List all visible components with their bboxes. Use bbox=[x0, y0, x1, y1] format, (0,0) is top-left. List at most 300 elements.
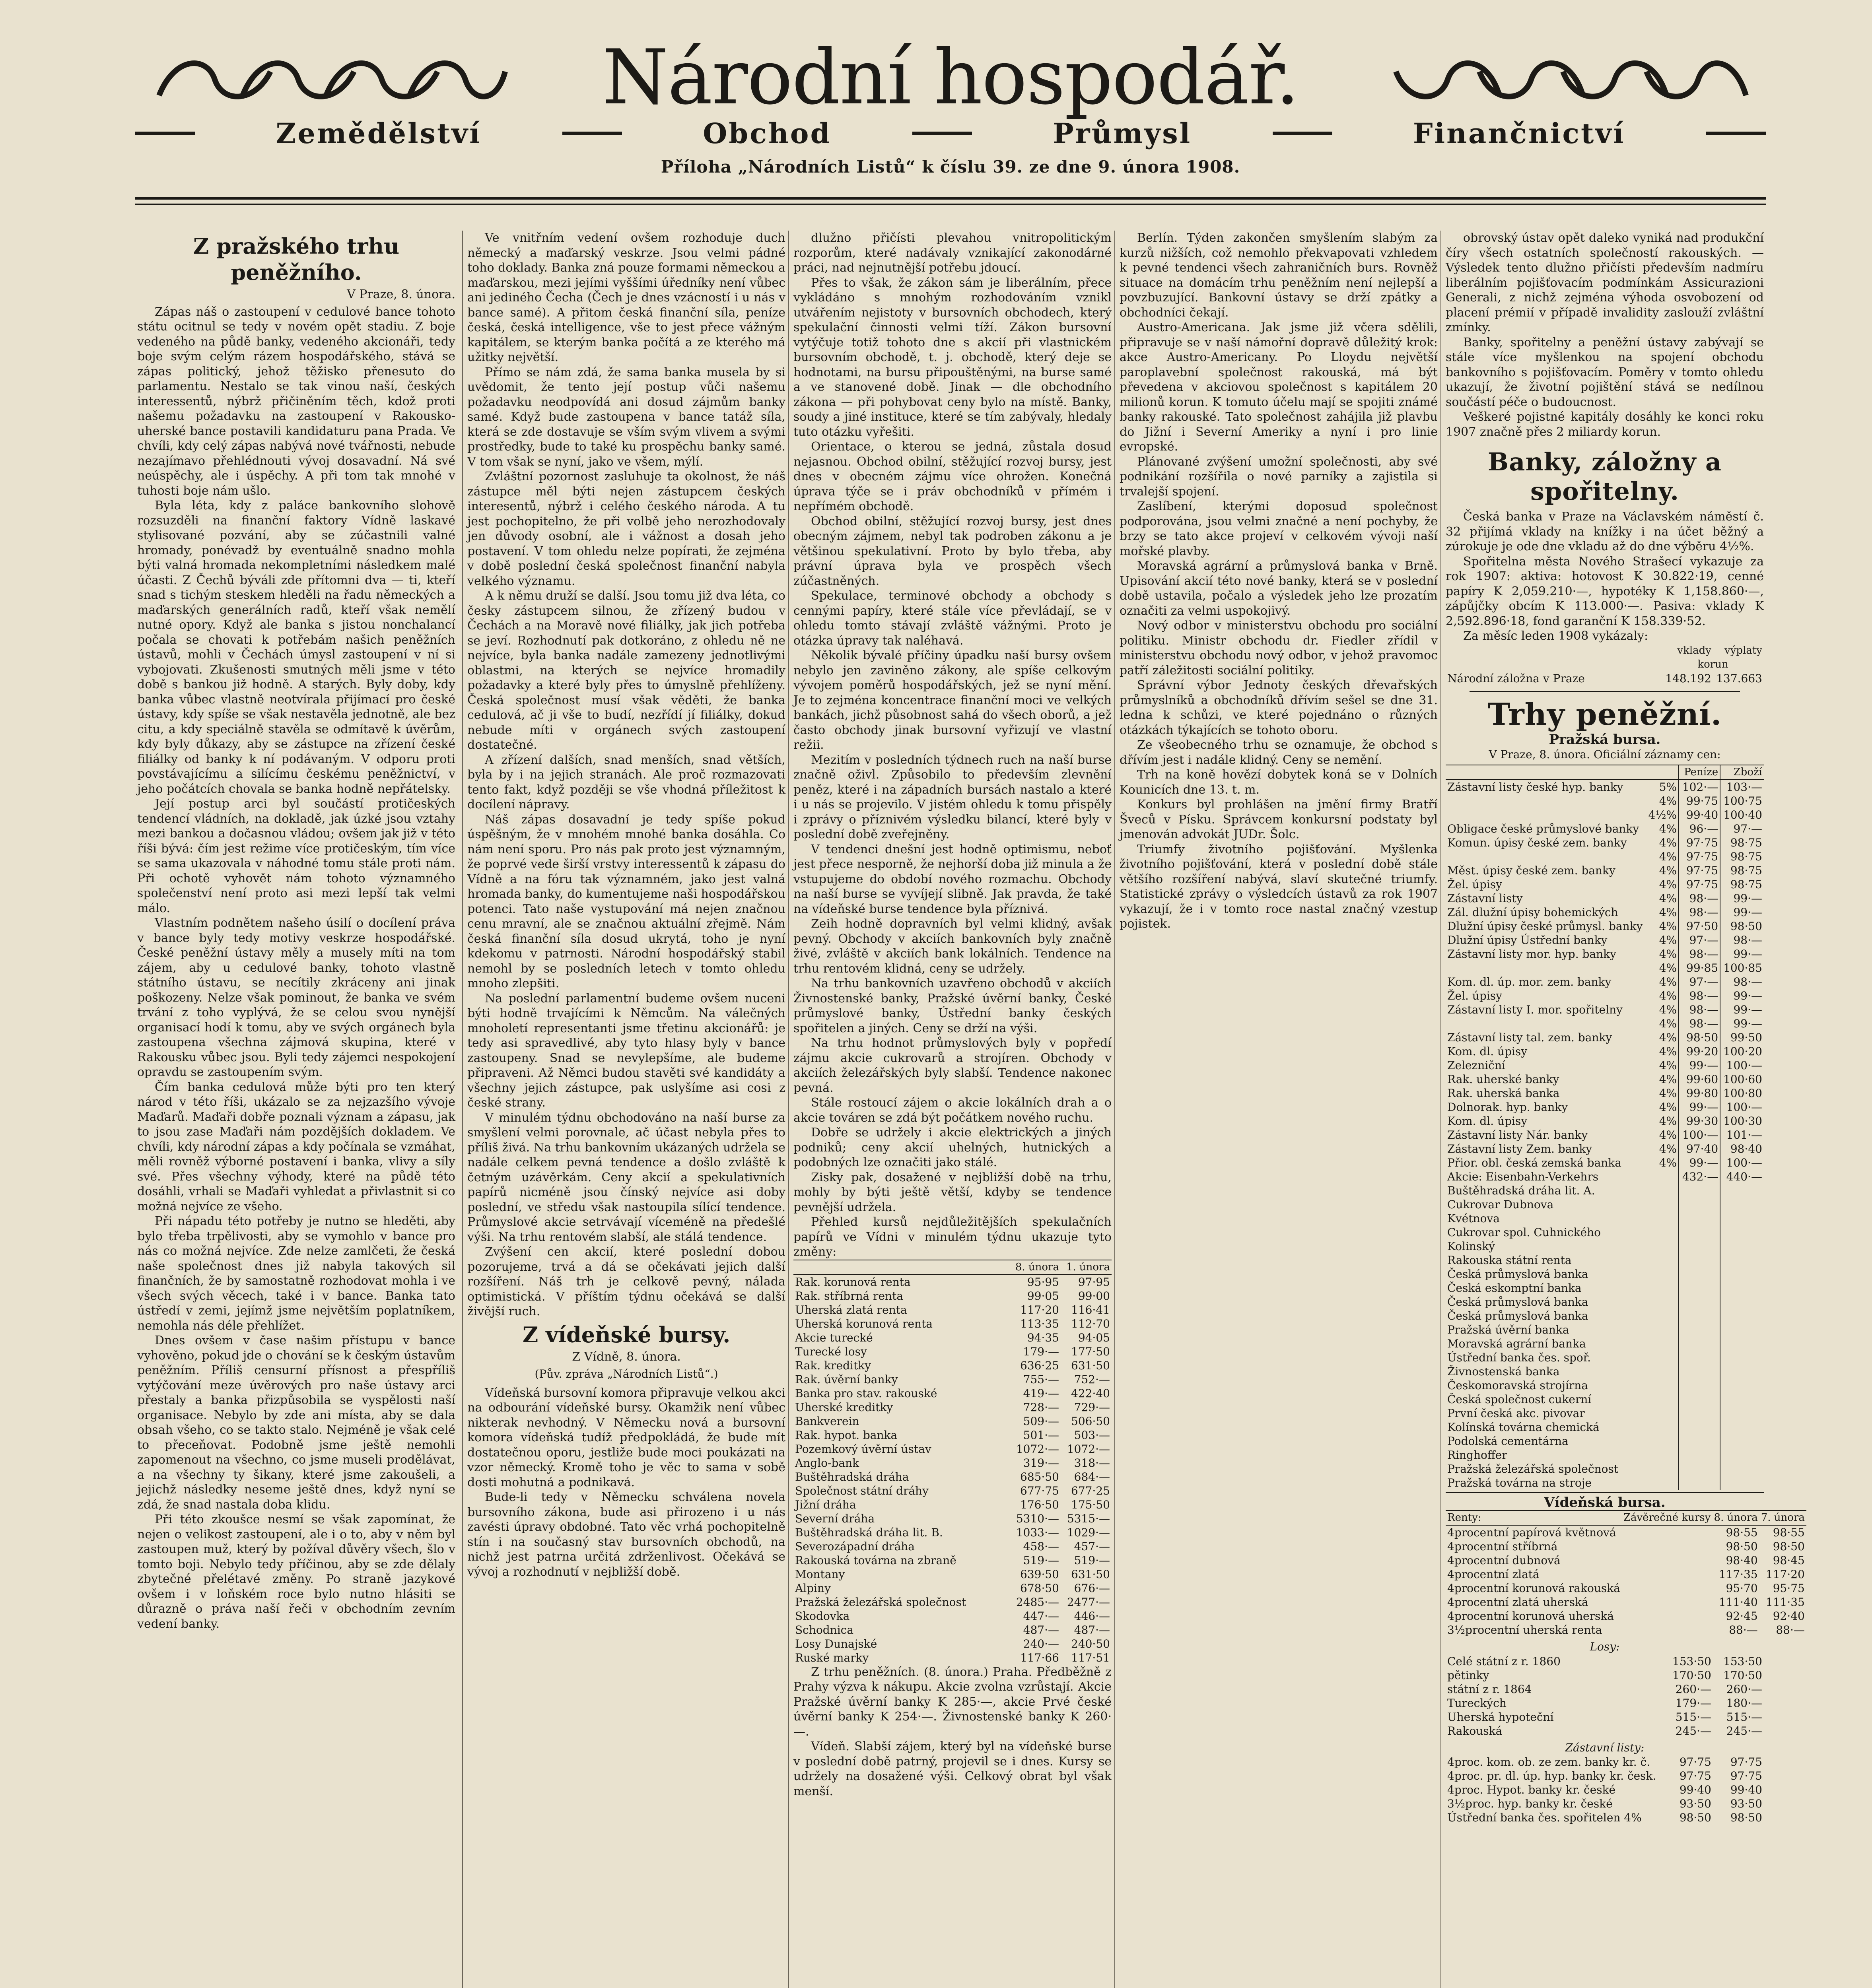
row-value: 4% bbox=[1659, 1100, 1677, 1114]
vienna-losy-table bbox=[1446, 1654, 1764, 1738]
row-label bbox=[1446, 794, 1644, 808]
row-value bbox=[1679, 1434, 1720, 1448]
row-value bbox=[1644, 1392, 1679, 1406]
row-label: 4procentní zlatá bbox=[1447, 1568, 1540, 1581]
row-label: státní z r. 1864 bbox=[1447, 1682, 1532, 1696]
table-row bbox=[793, 1609, 1112, 1623]
table-row bbox=[1446, 1553, 1806, 1567]
row-label: Pražská železářská společnost bbox=[795, 1595, 966, 1609]
row-label: Severozápadní dráha bbox=[795, 1540, 915, 1553]
table-row bbox=[1446, 1476, 1764, 1490]
paragraph: Dnes ovšem v čase našim přístupu v bance vyhověno, pokud jde o chování se k českým ústavům peněžním. Příliš censurní přísnost a přespříliš vytýčování meze úvěrových pro naše ústavy arci přestaly a banka přizpůsobila se vyspělosti naší organisace. Nebylo by zde ani místa, aby se dala obsah všeho, co se takto stalo. Nejméně je však celé to přeceňovat. Podobně jsme ještě nemohli zapomenout na všechno, co jsme museli prodělávat, a na všechny ty šikany, které jsme zakoušeli, a jejichž následky neseme ještě dnes, když nyní se zdá, že snad nastala doba klidu. bbox=[137, 1334, 455, 1512]
row-value bbox=[1644, 1476, 1679, 1490]
table-row bbox=[1446, 1100, 1764, 1114]
row-label: Komun. úpisy české zem. banky bbox=[1447, 836, 1627, 849]
vienna-weekly-table bbox=[793, 1260, 1112, 1665]
row-value: 98·45 bbox=[1773, 1554, 1805, 1567]
row-value: 99·40 bbox=[1679, 808, 1720, 822]
column-1 bbox=[137, 231, 455, 1988]
table-row bbox=[793, 1373, 1112, 1386]
paragraph: Zvýšení cen akcií, které poslední dobou pozorujeme, trvá a dá se očekávati jejich další rozšíření. Náš trh je celkově pevný, nálada optimistická. V příštím týdnu očekává se další živější ruch. bbox=[467, 1245, 785, 1318]
paragraph: Na poslední parlamentní budeme ovšem nuceni býti hodně trvajícími k Němcům. Na válečných mnoholetí representanti jsme třetinu akcionářů: je tedy asi spravedlivé, aby tyto hlasy byly v bance zastoupeny. Snad se nevylepšíme, ale budeme připraveni. Až Němci budou stavěti své kandidáty a všechny jejich zástupce, pak uslyšíme asi cosi z české strany. bbox=[467, 991, 785, 1110]
table-header bbox=[1446, 765, 1644, 780]
rule-bar bbox=[1706, 132, 1766, 135]
row-value: 98·50 bbox=[1720, 919, 1764, 933]
table-row bbox=[1446, 1668, 1764, 1682]
row-label: Dolnorak. hyp. banky bbox=[1447, 1100, 1568, 1114]
paragraph: Na trhu hodnot průmyslových byly v popředí zájmu akcie cukrovarů a strojíren. Obchody v akciích železářských byly slabší. Tendence nakonec pevná. bbox=[793, 1036, 1112, 1095]
table-row bbox=[1446, 1323, 1764, 1337]
table-row bbox=[1446, 1462, 1764, 1476]
row-value: 100·80 bbox=[1720, 1086, 1764, 1100]
table-cell: 137.663 bbox=[1716, 672, 1762, 685]
row-value: 113·35 bbox=[1020, 1317, 1059, 1330]
row-value: 4% bbox=[1659, 891, 1677, 905]
row-value: 175·50 bbox=[1071, 1498, 1110, 1511]
rule-bar bbox=[135, 132, 195, 135]
row-value bbox=[1679, 1406, 1720, 1420]
row-label: První česká akc. pivovar bbox=[1447, 1406, 1585, 1420]
row-value: 88·— bbox=[1729, 1623, 1758, 1637]
column-3 bbox=[793, 231, 1112, 1988]
row-label: 4proc. kom. ob. ze zem. banky kr. č. bbox=[1447, 1755, 1650, 1769]
row-label: Ústřední banka čes. spořitelen 4% bbox=[1447, 1811, 1642, 1824]
section-obchod: Obchod bbox=[703, 116, 832, 150]
table-row bbox=[1446, 1114, 1764, 1128]
rule-bar bbox=[1273, 132, 1332, 135]
row-value: 457·— bbox=[1074, 1540, 1110, 1553]
row-value bbox=[1679, 1184, 1720, 1198]
row-value: 99·— bbox=[1679, 1058, 1720, 1072]
table-row bbox=[793, 1275, 1112, 1289]
row-label: 4procentní korunová uherská bbox=[1447, 1609, 1614, 1623]
paragraph: Několik bývalé příčiny úpadku naší bursy ovšem nebylo jen zaviněno zákony, ale spíše celkovým vývojem poměrů hospodářských, jež se nyní mění. Je to zejména koncentrace finanční moci ve velkých bankách, jichž působnost sahá do všech oborů, a jež často obchody jinak bursovní vyřizují ve vlastní režii. bbox=[793, 648, 1112, 752]
row-value: 98·— bbox=[1679, 1017, 1720, 1031]
row-value: 4% bbox=[1659, 1086, 1677, 1100]
prague-bourse-table bbox=[1446, 765, 1764, 1490]
table-row bbox=[793, 1317, 1112, 1331]
row-label: 4procentní papírová květnová bbox=[1447, 1526, 1616, 1539]
dateline: Z Vídně, 8. února. bbox=[572, 1349, 681, 1364]
section-heading-banks: Banky, záložny a spořitelny. bbox=[1487, 447, 1722, 506]
row-value: 97·— bbox=[1679, 933, 1720, 947]
row-value bbox=[1679, 1239, 1720, 1253]
row-label bbox=[1446, 808, 1644, 822]
row-value: 97·75 bbox=[1730, 1769, 1762, 1782]
table-cell: Národní záložna v Praze bbox=[1447, 672, 1585, 685]
table-row bbox=[1446, 1420, 1764, 1434]
row-label: Zelezniční bbox=[1447, 1058, 1505, 1072]
table-row bbox=[793, 1456, 1112, 1470]
table-row bbox=[1446, 850, 1764, 864]
table-row bbox=[793, 1331, 1112, 1345]
row-value: 153·50 bbox=[1723, 1654, 1762, 1668]
paragraph: obrovský ústav opět daleko vyniká nad produkční číry všech ostatních společností rakouských. — Výsledek tento dlužno přičísti především nadmíru liberálním pojišťovacím podmínkám Assicurazioni Generali, z nichž zejména výhoda osvobození od placení prémií v případě invalidity zaslouží zvláštní zmínky. bbox=[1446, 231, 1764, 334]
row-label: Rak. korunová renta bbox=[795, 1275, 911, 1289]
table-row bbox=[1446, 1267, 1764, 1281]
row-value: 99·40 bbox=[1730, 1783, 1762, 1796]
table-subcaption: V Praze, 8. února. Oficiální záznamy cen: bbox=[1489, 748, 1721, 761]
row-label: Kom. dl. úpisy bbox=[1447, 1114, 1528, 1128]
row-label: Českomoravská strojírna bbox=[1447, 1378, 1588, 1392]
row-value: 97·75 bbox=[1679, 1755, 1711, 1769]
table-subgroup: Losy: bbox=[1590, 1640, 1620, 1653]
paragraph: Berlín. Týden zakončen smyšlením slabým za kurzů nižších, což nemohlo překvapovati vzhledem k pevné tendenci všech zahraničních burs. Rovněž situace na domácím trhu peněžním není nejlepší a povzbuzující. Bankovní ústavy se drží zpátky a obchodníci čekají. bbox=[1120, 231, 1438, 320]
table-row bbox=[793, 1540, 1112, 1553]
row-label: Cukrovar Dubnova bbox=[1447, 1198, 1554, 1211]
paragraph: Austro-Americana. Jak jsme již včera sdělili, připravuje se v naší námořní dopravě důležitý krok: akce Austro-Americany. Po Lloydu největší paroplavební společnost rakouská, má být převedena v akciovou společnost s kapitálem 20 milionů korun. K tomuto účelu mají se spojiti známé banky rakouské. Tato společnost zahájila již plavbu do Jižní i Severní Ameriky a nyní i pro linie evropské. bbox=[1120, 320, 1438, 454]
row-label: Anglo-bank bbox=[795, 1456, 859, 1470]
table-row bbox=[1446, 1448, 1764, 1462]
table-row bbox=[1446, 1044, 1764, 1058]
row-label: Česká eskomptní banka bbox=[1447, 1281, 1582, 1295]
row-value bbox=[1679, 1267, 1720, 1281]
row-value: 729·— bbox=[1074, 1400, 1110, 1414]
row-value: 103·— bbox=[1720, 780, 1764, 794]
table-row bbox=[793, 1581, 1112, 1595]
row-label: Pražská továrna na stroje bbox=[1447, 1476, 1592, 1489]
row-value: 170·50 bbox=[1672, 1668, 1711, 1682]
row-value: 112·70 bbox=[1071, 1317, 1110, 1330]
paragraph: Vlastním podnětem našeho úsilí o docílení práva v bance byly tedy motivy veskrze hospodářské. České peněžní ústavy měly a musely míti na tom zájem, aby u cedulové banky, tohoto vlastně státního ústavu, se necítily zkráceny ani jinak poškozeny. Nelze však pominout, že banka ve svém trvání z toho vyplývá, že se celou svou nynější organisací hodí k tomu, aby ve svých orgánech byla zastoupena všechna zájmová skupina, které v Rakousku vůbec jsou. Byli tedy zájemci nespokojení opravdu se zastoupením svým. bbox=[137, 916, 455, 1079]
row-value: 1072·— bbox=[1067, 1442, 1110, 1456]
row-label: Montany bbox=[795, 1567, 845, 1581]
table-row bbox=[793, 1345, 1112, 1359]
row-label: Bankverein bbox=[795, 1414, 859, 1428]
row-value bbox=[1644, 1337, 1679, 1351]
row-value: 4% bbox=[1659, 1058, 1677, 1072]
masthead-rule-thin bbox=[135, 204, 1766, 205]
table-caption: Pražská bursa. bbox=[1549, 731, 1661, 747]
row-label: Kom. dl. úpisy bbox=[1447, 1044, 1528, 1058]
row-label: Schodnica bbox=[795, 1623, 854, 1637]
row-value bbox=[1644, 1378, 1679, 1392]
row-label: Rak. úvěrní banky bbox=[795, 1373, 898, 1386]
row-value: 92·45 bbox=[1726, 1609, 1758, 1623]
row-label: 4procentní zlatá uherská bbox=[1447, 1596, 1588, 1609]
row-value: 98·50 bbox=[1730, 1811, 1762, 1824]
row-label: Uherské kreditky bbox=[795, 1400, 893, 1414]
table-row bbox=[1446, 1198, 1764, 1211]
row-value: 4% bbox=[1659, 1128, 1677, 1142]
row-label: Rakouská bbox=[1447, 1724, 1503, 1738]
row-label: Ústřední banka čes. spoř. bbox=[1447, 1351, 1591, 1364]
column-5 bbox=[1446, 231, 1805, 1988]
row-value bbox=[1720, 1225, 1764, 1239]
row-value: 4% bbox=[1659, 1017, 1677, 1030]
row-label: Česká průmyslová banka bbox=[1447, 1267, 1588, 1281]
row-value: 98·— bbox=[1679, 891, 1720, 905]
row-label: Dlužní úpisy Ústřední banky bbox=[1447, 933, 1608, 947]
source-note: (Pův. zpráva „Národních Listů“.) bbox=[535, 1367, 718, 1380]
row-value: 4% bbox=[1659, 1072, 1677, 1086]
paragraph: Byla léta, kdy z paláce bankovního slohově rozsuzděli na finanční faktory Vídně laskavé stylisované pozvání, aby se zúčastnili valné hromady, ponévadž by eventuálně snadno mohla býti valná hromada nekompletními následkem malé účasti. Z Čechů býváli zde přítomni dva — ti, kteří snad s tichým steskem hleděli na řadu německých a maďarských generálních radů, kteří však nemělí nutné opory. Když ale banka s jistou nonchalancí počala se chovati k potřebám našich peněžních ústavů, mohli v Čechách úmysl zastoupení v ní si vybojovati. Zkušenosti smutných měli jsme v této době s bankou již hodně. A starých. Byly doby, kdy banka vůbec vlastně neotvírala přijímací pro české ústavy, kdy spíše se však nestavěla jednotně, ale bez citu, a kdy speciálně stavěla se odmítavě k úvěrům, kdy byly důkazy, aby se zástupce na zřízení české filiálky od banky k ní podávaným. V odporu proti povstávajícímu a silícímu českému peněžnictví, v jeho počátcích chovala se banka hodně nepřátelsky. bbox=[137, 499, 455, 796]
paragraph: Přes to však, že zákon sám je liberálním, přece vykládáno s mnohým rozhodováním vznikl utvářením nejistoty v bursovních obchodech, který spekulační činnosti velmi tíží. Zákon bursovní vytýčuje totiž tohoto dne s akcií při vlastnickém bursovním obchodě, t. j. obchodě, který deje se hodnotami, na bursu připouštěnými, na burse samé a ve stanovené době. Jinak — dle obchodního zákona — při pohybovat ceny bylo na místě. Banky, soudy a jiné instituce, které se tím zabývaly, hledaly tuto otázku vyřešiti. bbox=[793, 276, 1112, 439]
row-value bbox=[1644, 1198, 1679, 1211]
table-row bbox=[793, 1414, 1112, 1428]
row-label: Akcie turecké bbox=[795, 1331, 873, 1344]
table-row bbox=[1446, 1017, 1764, 1031]
paragraph: Triumfy životního pojišťování. Myšlenka životního pojišťování, která v poslední době stále většího rozšíření nabývá, slaví skutečné triumfy. Statistické zprávy o výsledcích ústavů za rok 1907 vykazují, že i v tomto roce nastal značný vzestup pojistek. bbox=[1120, 842, 1438, 931]
row-value: 440·— bbox=[1720, 1170, 1764, 1184]
row-label: Zástavní listy mor. hyp. banky bbox=[1447, 947, 1616, 961]
paragraph: Spořitelna města Nového Strašecí vykazuje za rok 1907: aktiva: hotovost K 30.822·19, cenné papíry K 2,059.210·—, hypotéky K 1,158.860·—, zápůjčky obcím K 113.000·—. Pasiva: vklady K 2,592.896·18, fond garanční K 158.339·52. bbox=[1446, 554, 1764, 628]
row-value: 755·— bbox=[1023, 1373, 1059, 1386]
row-value bbox=[1720, 1378, 1764, 1392]
section-heading-trhy: Trhy peněžní. bbox=[1487, 696, 1722, 732]
table-row bbox=[793, 1553, 1112, 1567]
table-row bbox=[1446, 878, 1764, 891]
table-row bbox=[1446, 1225, 1764, 1239]
row-label: Akcie: Eisenbahn-Verkehrs bbox=[1447, 1170, 1599, 1183]
row-value: 98·50 bbox=[1679, 1811, 1711, 1824]
row-value: 99·05 bbox=[1027, 1289, 1059, 1303]
row-value: 98·55 bbox=[1773, 1526, 1805, 1539]
masthead-title: Národní hospodář. bbox=[602, 33, 1299, 121]
row-value bbox=[1679, 1309, 1720, 1323]
table-row bbox=[1446, 1351, 1764, 1365]
row-value: 170·50 bbox=[1723, 1668, 1762, 1682]
paragraph: Její postup arci byl součástí protičeských tendencí vládních, na dokladě, jak úzké jsou vztahy mezi bankou a dočasnou vládou; ovšem jak již v této říši bývá: čím jest režime více protičeským, tím více se sama ukazovala v náhodné tomu stále proti nám. Při ochotě vyhovět nám tohoto významného společenství není proto asi mezi lepší tak velmi málo. bbox=[137, 797, 455, 915]
paragraph: Stále rostoucí zájem o akcie lokálních drah a o akcie továren se zdá být počátkem nového ruchu. bbox=[793, 1096, 1112, 1125]
row-value: 240·50 bbox=[1071, 1637, 1110, 1650]
paragraph: Orientace, o kterou se jedná, zůstala dosud nejasnou. Obchod obilní, stěžující rozvoj bursy, jest dnes v obecném zájmu více ohrožen. Konečná úprava týče se i práv obchodníků v přímém i nepřímém obchodě. bbox=[793, 440, 1112, 513]
row-value: 100·85 bbox=[1720, 961, 1764, 975]
row-label: Společnost státní dráhy bbox=[795, 1484, 929, 1497]
paragraph: dlužno přičísti plevahou vnitropolitickým rozporům, které nadávaly vznikající zakonodárné práci, nad nejnutnější potřebu jdoucí. bbox=[793, 231, 1112, 275]
row-value bbox=[1720, 1323, 1764, 1337]
column-divider bbox=[788, 231, 789, 1988]
row-value: 98·50 bbox=[1726, 1540, 1758, 1553]
row-value bbox=[1644, 1225, 1679, 1239]
table-row bbox=[793, 1512, 1112, 1526]
paragraph: Banky, spořitelny a peněžní ústavy zabývají se stále více myšlenkou na spojení obchodu bankovního s pojišťovacím. Poměry v tomto ohledu ukazují, že životní pojištění stává se nedílnou součástí péče o budoucnost. bbox=[1446, 335, 1764, 409]
row-label: 4procentní dubnová bbox=[1447, 1554, 1561, 1567]
row-value: 631·50 bbox=[1071, 1567, 1110, 1581]
row-value: 506·50 bbox=[1071, 1414, 1110, 1428]
row-label: Losy Dunajské bbox=[795, 1637, 877, 1650]
table-row bbox=[793, 1637, 1112, 1651]
row-value: 96·— bbox=[1679, 822, 1720, 836]
row-label: Česká průmyslová banka bbox=[1447, 1295, 1588, 1309]
row-label: Žel. úpisy bbox=[1447, 989, 1502, 1002]
paragraph: Na trhu bankovních uzavřeno obchodů v akciích Živnostenské banky, Pražské úvěrní banky, České průmyslové banky, Ústřední banky českých spořitelen a jiných. Ceny se drží na výši. bbox=[793, 977, 1112, 1035]
row-value: 100·— bbox=[1679, 1128, 1720, 1142]
row-value: 97·75 bbox=[1679, 878, 1720, 891]
row-value: 4% bbox=[1659, 794, 1677, 808]
table-row bbox=[793, 1289, 1112, 1303]
table-header bbox=[793, 1260, 1010, 1275]
row-value: 100·75 bbox=[1720, 794, 1764, 808]
row-value: 458·— bbox=[1023, 1540, 1059, 1553]
table-row bbox=[1446, 1406, 1764, 1420]
table-row bbox=[1446, 1142, 1764, 1156]
row-value bbox=[1644, 1309, 1679, 1323]
row-value: 99·— bbox=[1720, 989, 1764, 1003]
row-value: 93·50 bbox=[1679, 1797, 1711, 1810]
row-value bbox=[1720, 1462, 1764, 1476]
row-value: 100·30 bbox=[1720, 1114, 1764, 1128]
row-label: Banka pro stav. rakouské bbox=[795, 1386, 937, 1400]
table-row bbox=[1446, 1392, 1764, 1406]
table-row bbox=[1446, 891, 1764, 905]
supplement-line: Příloha „Národních Listů“ k číslu 39. ze dne 9. února 1908. bbox=[661, 157, 1240, 177]
unit-label: korun bbox=[1697, 658, 1728, 670]
table-header: Závěrečné kursy 8. února bbox=[1622, 1510, 1759, 1525]
row-value: 487·— bbox=[1023, 1623, 1059, 1637]
row-value: 1029·— bbox=[1067, 1526, 1110, 1539]
vienna-listy-table bbox=[1446, 1755, 1764, 1825]
row-value: 98·— bbox=[1679, 947, 1720, 961]
row-value bbox=[1679, 1476, 1720, 1490]
row-label: Uherská korunová renta bbox=[795, 1317, 933, 1330]
row-value bbox=[1720, 1198, 1764, 1211]
table-row bbox=[1446, 1567, 1806, 1581]
row-value bbox=[1679, 1253, 1720, 1267]
row-value: 99·— bbox=[1679, 1156, 1720, 1170]
row-label: Česká společnost cukerní bbox=[1447, 1392, 1592, 1406]
table-cell bbox=[1446, 658, 1662, 672]
row-value: 99·— bbox=[1720, 947, 1764, 961]
row-value: 684·— bbox=[1074, 1470, 1110, 1483]
row-value: 99·30 bbox=[1679, 1114, 1720, 1128]
table-row bbox=[1446, 1003, 1764, 1017]
paragraph: Při nápadu této potřeby je nutno se hleděti, aby bylo třeba trpělivosti, aby se vymohlo v bance pro nás co možná nejvíce. Zde nelze zamlčeti, že česká naše společnost dnes již nabyla takových sil finančních, že by samostatně rozhodovat mohla i ve všech svých věcech, také i v bance. Banka tato ústředí v zemi, jejímž jsme největším poplatníkem, nemohla nás déle přehlížet. bbox=[137, 1214, 455, 1333]
row-value: 99·— bbox=[1720, 905, 1764, 919]
row-label: Žel. úpisy bbox=[1447, 878, 1502, 891]
paragraph: Zápas náš o zastoupení v cedulové bance tohoto státu ocitnul se tedy v novém opět stadiu. Z boje vedeného na půdě banky, vedeného akcionáři, tedy boje svým celým rázem hospodářského, stává se zápas politický, jehož těžisko přenesuto do parlamentu. Nestalo se tak vinou naší, českých interessentů, nýbrž přičiněním těch, kdož proti našemu požadavku na zastoupení v Rakousko-uherské bance postavili kandidaturu pana Prada. Ve chvíli, kdy celý zápas nabývá nové tvářnosti, nebude nezajímavo přehlédnouti vývoj dosavadní. Ná své neúspěchy, ale i úspěchy. A při tom tak mnohé v tuhosti boje nám ušlo. bbox=[137, 305, 455, 498]
column-4 bbox=[1120, 231, 1438, 1988]
row-label: Kom. dl. úp. mor. zem. banky bbox=[1447, 975, 1612, 988]
row-label: Živnostenská banka bbox=[1447, 1365, 1560, 1378]
row-value: 99·— bbox=[1720, 891, 1764, 905]
row-value bbox=[1644, 1406, 1679, 1420]
row-value bbox=[1720, 1365, 1764, 1378]
row-value: 4% bbox=[1659, 850, 1677, 863]
row-value: 176·50 bbox=[1020, 1498, 1059, 1511]
paragraph: Nový odbor v ministerstvu obchodu pro sociální politiku. Ministr obchodu dr. Fiedler zřídil v ministerstvu obchodu nový odbor, v jehož pravomoc patří záležitosti sociální politiky. bbox=[1120, 619, 1438, 678]
paragraph: Mezitím v posledních týdnech ruch na naší burse značně oživl. Způsobilo to především zlevnění peněz, které i na západních bursách nastalo a které i u nás se projevilo. V jistém ohledu k tomu přispěly i zprávy o příznivém výsledku bilancí, které byly v poslední době zveřejněny. bbox=[793, 753, 1112, 841]
table-row bbox=[1446, 1434, 1764, 1448]
table-row bbox=[1446, 1378, 1764, 1392]
row-value: 636·25 bbox=[1020, 1359, 1059, 1372]
row-value: 419·— bbox=[1023, 1386, 1059, 1400]
table-row bbox=[1446, 1156, 1764, 1170]
paragraph: Dobře se udržely i akcie elektrických a jiných podniků; ceny akcií uhelných, hutnických a podobných lze označiti jako stálé. bbox=[793, 1126, 1112, 1169]
row-value: 515·— bbox=[1726, 1710, 1762, 1724]
paragraph: Konkurs byl prohlášen na jmění firmy Bratří Šveců v Písku. Správcem konkursní podstaty byl jmenován advokát JUDr. Šolc. bbox=[1120, 798, 1438, 841]
row-value: 318·— bbox=[1074, 1456, 1110, 1470]
row-label: Uherská zlatá renta bbox=[795, 1303, 907, 1316]
table-header: Peníze bbox=[1679, 765, 1720, 780]
divider bbox=[1470, 691, 1740, 692]
row-value: 95·70 bbox=[1726, 1582, 1758, 1595]
row-label bbox=[1446, 850, 1644, 864]
table-row bbox=[793, 1470, 1112, 1484]
row-label: Zál. dlužní úpisy bohemických bbox=[1447, 905, 1618, 919]
row-value: 4% bbox=[1659, 933, 1677, 947]
row-value: 94·35 bbox=[1027, 1331, 1059, 1344]
row-label: Alpiny bbox=[795, 1581, 831, 1595]
row-value: 685·50 bbox=[1020, 1470, 1059, 1483]
table-row bbox=[1446, 1337, 1764, 1351]
row-value bbox=[1644, 1184, 1679, 1198]
paragraph: Plánované zvýšení umožní společnosti, aby své podnikání rozšířila o nové parníky a zajistila si trvalejší spojení. bbox=[1120, 454, 1438, 499]
paragraph: Česká banka v Praze na Václavském náměstí č. 32 přijímá vklady na knížky i na účet běžný a zúrokuje je ode dne vkladu až do dne výběru 4½%. bbox=[1446, 510, 1764, 553]
table-row bbox=[1446, 1623, 1806, 1637]
table-header: Zboží bbox=[1720, 765, 1764, 780]
row-label: Pražská úvěrní banka bbox=[1447, 1323, 1569, 1336]
table-header: 7. února bbox=[1759, 1510, 1806, 1525]
row-value: 95·75 bbox=[1773, 1582, 1805, 1595]
table-row bbox=[793, 1359, 1112, 1373]
row-value bbox=[1720, 1267, 1764, 1281]
row-label: Kolinský bbox=[1447, 1239, 1495, 1253]
paragraph: Zvláštní pozornost zasluhuje ta okolnost, že náš zástupce měl býti nejen zástupcem českých interesentů, nýbrž i celého českého národa. A tu jest pochopitelno, že při volbě jeho nerozhodovaly jen důvody osobní, ale i vážnost a dosah jeho postavení. V tom ohledu nelze popírati, že zejména v době poslední česká společnost finanční nabyla velkého významu. bbox=[467, 470, 785, 588]
row-value: 95·95 bbox=[1027, 1275, 1059, 1289]
row-value: 98·40 bbox=[1720, 1142, 1764, 1156]
row-value: 99·20 bbox=[1679, 1044, 1720, 1058]
row-label: Buštěhradská dráha bbox=[795, 1470, 909, 1483]
row-value bbox=[1644, 1365, 1679, 1378]
table-subgroup: Zástavní listy: bbox=[1565, 1741, 1645, 1754]
row-label: Buštěhradská dráha lit. B. bbox=[795, 1526, 943, 1539]
row-value bbox=[1679, 1211, 1720, 1225]
row-value bbox=[1644, 1434, 1679, 1448]
row-value: 117·66 bbox=[1020, 1651, 1059, 1664]
row-value: 4% bbox=[1659, 878, 1677, 891]
row-value: 260·— bbox=[1726, 1682, 1762, 1696]
row-value: 153·50 bbox=[1672, 1654, 1711, 1668]
row-value: 447·— bbox=[1023, 1609, 1059, 1623]
row-value: 88·— bbox=[1776, 1623, 1805, 1637]
row-value: 509·— bbox=[1023, 1414, 1059, 1428]
table-row bbox=[1446, 822, 1764, 836]
row-value: 728·— bbox=[1023, 1400, 1059, 1414]
dateline: V Praze, 8. února. bbox=[347, 287, 455, 301]
row-value bbox=[1644, 1281, 1679, 1295]
row-value: 2477·— bbox=[1067, 1595, 1110, 1609]
table-cell: 148.192 bbox=[1665, 672, 1711, 685]
table-row bbox=[793, 1484, 1112, 1498]
row-value bbox=[1644, 1253, 1679, 1267]
row-value bbox=[1720, 1337, 1764, 1351]
row-value: 97·— bbox=[1720, 822, 1764, 836]
row-value: 111·35 bbox=[1765, 1596, 1805, 1609]
table-row bbox=[1446, 1170, 1764, 1184]
paragraph: Vídeňská bursovní komora připravuje velkou akci na odbourání vídeňské bursy. Okamžik není vůbec nikterak nevhodný. V Německu nová a bursovní komora vídeňská tudíž předpokládá, že bude mít dostatečnou oporu, jestliže bude moci poukázati na vzor německý. Kromě toho je věc to sama v sobě dosti mohutná a podnikavá. bbox=[467, 1386, 785, 1489]
row-label: Měst. úpisy české zem. banky bbox=[1447, 864, 1615, 877]
row-value: 5310·— bbox=[1016, 1512, 1059, 1525]
column-divider bbox=[1440, 231, 1441, 1988]
row-value bbox=[1679, 1420, 1720, 1434]
row-value: 1033·— bbox=[1016, 1526, 1059, 1539]
row-value: 2485·— bbox=[1016, 1595, 1059, 1609]
row-value: 5315·— bbox=[1067, 1512, 1110, 1525]
table-row bbox=[1446, 1525, 1806, 1540]
row-value: 98·— bbox=[1679, 1003, 1720, 1017]
row-label: Uherská hypoteční bbox=[1447, 1710, 1554, 1724]
table-cell bbox=[1446, 644, 1662, 658]
row-value: 422·40 bbox=[1071, 1386, 1110, 1400]
table-header: výplaty bbox=[1724, 644, 1762, 656]
row-label: 4proc. Hypot. banky kr. české bbox=[1447, 1783, 1616, 1796]
row-value bbox=[1644, 1239, 1679, 1253]
row-value: 4% bbox=[1659, 1142, 1677, 1155]
paragraph: Z trhu peněžních. (8. února.) Praha. Předběžně z Prahy výzva k nákupu. Akcie zvolna vzrůstají. Akcie Pražské úvěrní banky K 285·—, akcie Prvé české úvěrní banky K 254·—. Živnostenské banky K 260·—. bbox=[793, 1665, 1112, 1739]
row-label: Česká průmyslová banka bbox=[1447, 1309, 1588, 1322]
row-value bbox=[1644, 1267, 1679, 1281]
